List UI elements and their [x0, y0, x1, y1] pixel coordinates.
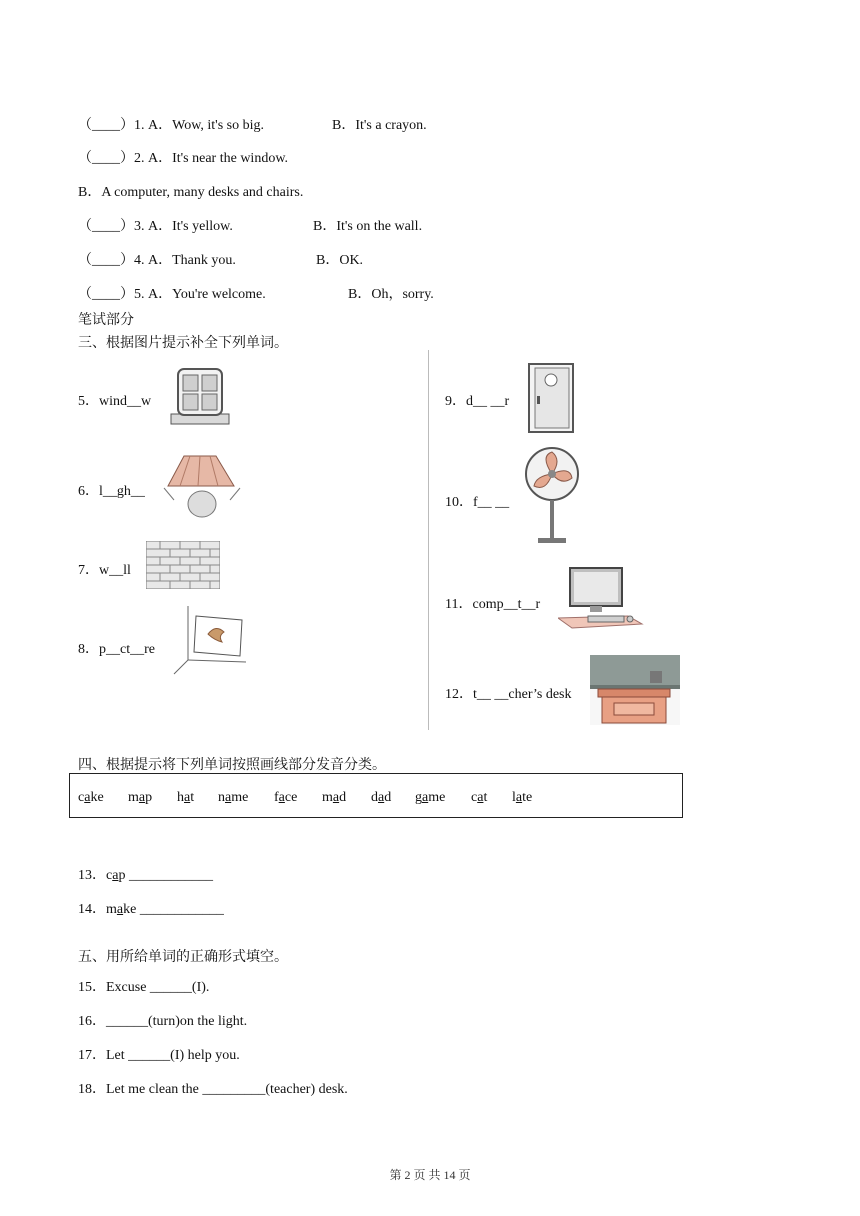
word-dad: dad	[371, 790, 392, 805]
lamp-icon	[162, 452, 244, 520]
fan-icon	[522, 446, 582, 546]
word-face: face	[274, 790, 298, 805]
q5-option-a: （____）5. A．You're welcome.	[78, 287, 266, 302]
window-icon	[168, 366, 232, 428]
word-hat: hat	[177, 790, 195, 805]
word-mad: mad	[322, 790, 347, 805]
word-cake: cake	[78, 790, 104, 805]
item-5-label: 5．wind__w	[78, 394, 152, 409]
word-map: map	[128, 790, 153, 805]
section-written-heading: 笔试部分	[78, 313, 134, 328]
item-12-label: 12．t__ __cher’s desk	[445, 687, 572, 702]
q1-option-a: （____）1. A．Wow, it's so big.	[78, 118, 264, 133]
q4-option-b: B．OK.	[316, 253, 364, 268]
item-7-label: 7．w__ll	[78, 563, 131, 578]
q3-option-a: （____）3. A．It's yellow.	[78, 219, 233, 234]
page-footer: 第 2 页 共 14 页	[389, 1168, 471, 1182]
computer-icon	[558, 566, 644, 634]
section5-title: 五、用所给单词的正确形式填空。	[78, 950, 288, 965]
item-8-label: 8．p__ct__re	[78, 642, 155, 657]
brick-wall-icon	[146, 541, 220, 589]
q5-option-b: B．Oh，sorry.	[348, 287, 434, 302]
door-icon	[527, 362, 575, 434]
word-name: name	[218, 790, 249, 805]
question-15: 15．Excuse ______(I).	[78, 980, 210, 995]
item-9-label: 9．d__ __r	[445, 394, 510, 409]
question-17: 17．Let ______(I) help you.	[78, 1048, 240, 1063]
item-10-label: 10．f__ __	[445, 495, 510, 510]
column-divider	[428, 350, 429, 730]
q2-option-a: （____）2. A．It's near the window.	[78, 151, 289, 166]
picture-icon	[172, 606, 246, 676]
word-late: late	[512, 790, 533, 805]
section3-title: 三、根据图片提示补全下列单词。	[78, 336, 288, 351]
question-18: 18．Let me clean the _________(teacher) desk.	[78, 1082, 348, 1097]
q1-option-b: B．It's a crayon.	[332, 118, 427, 133]
word-cat: cat	[471, 790, 488, 805]
word-box	[69, 773, 683, 818]
q2-option-b: B．A computer, many desks and chairs.	[78, 185, 304, 200]
question-16: 16．______(turn)on the light.	[78, 1014, 248, 1029]
question-13: 13．cap ____________	[78, 868, 213, 883]
question-14: 14．make ____________	[78, 902, 224, 917]
q3-option-b: B．It's on the wall.	[313, 219, 423, 234]
section4-title: 四、根据提示将下列单词按照画线部分发音分类。	[78, 758, 386, 773]
word-game: game	[415, 790, 446, 805]
q4-option-a: （____）4. A．Thank you.	[78, 253, 236, 268]
item-11-label: 11．comp__t__r	[445, 597, 541, 612]
teacher-desk-icon	[590, 655, 680, 725]
item-6-label: 6．l__gh__	[78, 484, 145, 499]
